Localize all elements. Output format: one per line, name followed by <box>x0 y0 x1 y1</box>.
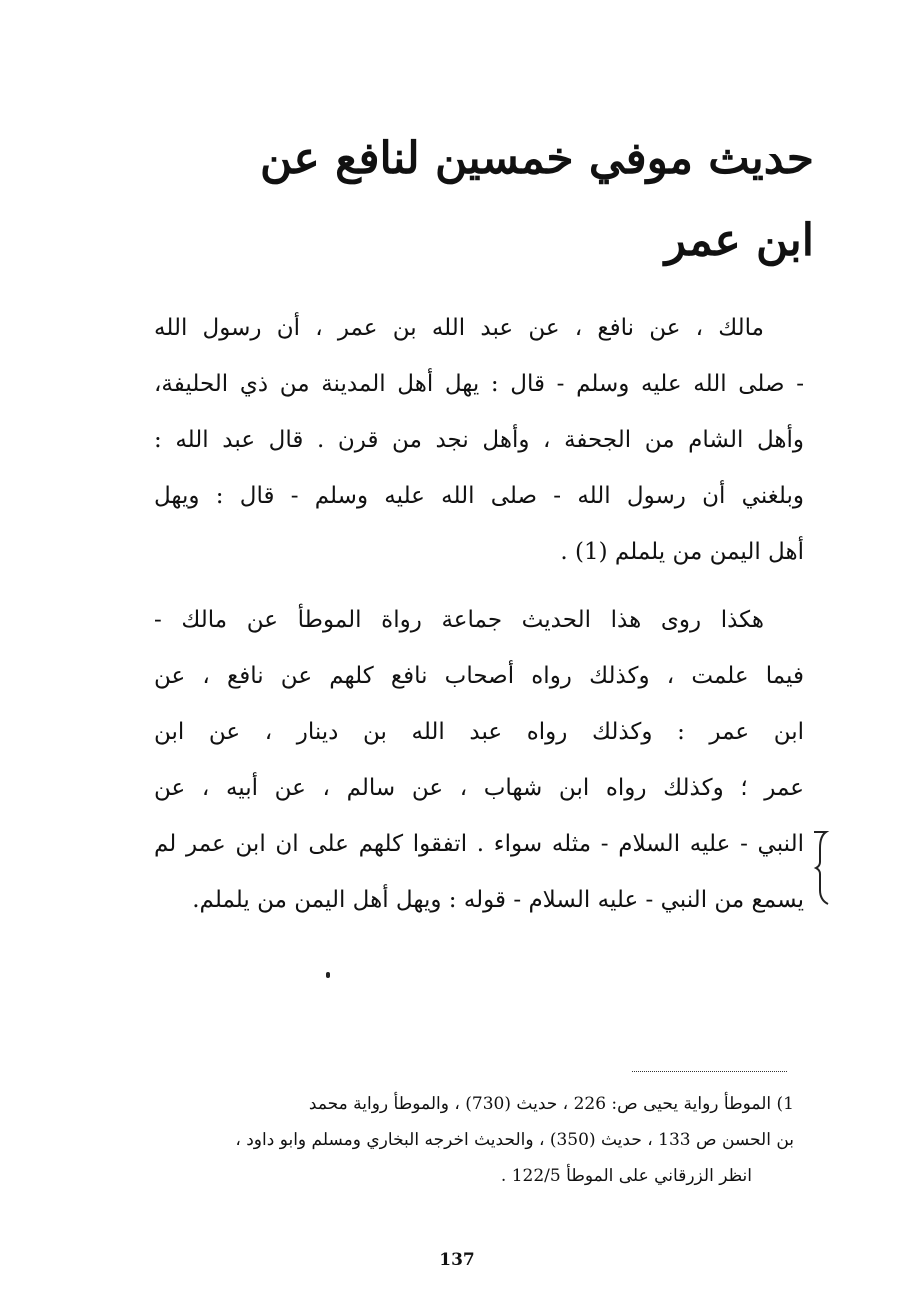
text-line: وأهل الشام من الجحفة ، وأهل نجد من قرن . قال عبد الله : <box>154 427 804 453</box>
text-line: النبي - عليه السلام - مثله سواء . اتفقوا كلهم على ان ابن عمر لم <box>154 831 804 857</box>
footnote-line: انظر الزرقاني على الموطأ 122/5 . <box>500 1166 752 1186</box>
footnote-separator <box>632 1071 787 1072</box>
title-line-1: حديث موفي خمسين لنافع عن <box>260 133 814 184</box>
text-line: وبلغني أن رسول الله - صلى الله عليه وسلم - قال : ويهل <box>154 483 804 509</box>
ink-speck <box>326 972 330 978</box>
text-line: ابن عمر : وكذلك رواه عبد الله بن دينار ، عن ابن <box>154 719 804 745</box>
text-line: مالك ، عن نافع ، عن عبد الله بن عمر ، أن رسول الله <box>154 315 764 341</box>
text-line: هكذا روى هذا الحديث جماعة رواة الموطأ عن مالك - <box>154 607 764 633</box>
margin-bracket-mark <box>812 826 834 906</box>
footnote-line: بن الحسن ص 133 ، حديث (350) ، والحديث اخرجه البخاري ومسلم وابو داود ، <box>235 1130 794 1150</box>
page-number: 137 <box>439 1250 475 1270</box>
hadith-paragraph <box>154 300 804 580</box>
text-line: - صلى الله عليه وسلم - قال : يهل أهل المدينة من ذي الحليفة، <box>154 371 804 397</box>
footnote <box>154 1086 794 1194</box>
text-line: يسمع من النبي - عليه السلام - قوله : ويهل أهل اليمن من يلملم. <box>192 887 804 913</box>
text-line: فيما علمت ، وكذلك رواه أصحاب نافع كلهم عن نافع ، عن <box>154 663 804 689</box>
title-line-2: ابن عمر <box>664 215 814 266</box>
chapter-title <box>174 118 814 282</box>
footnote-line: 1) الموطأ رواية يحيى ص: 226 ، حديث (730) ، والموطأ رواية محمد <box>308 1094 794 1114</box>
main-text <box>154 300 804 928</box>
commentary-paragraph <box>154 592 804 928</box>
text-line: عمر ؛ وكذلك رواه ابن شهاب ، عن سالم ، عن أبيه ، عن <box>154 775 804 801</box>
text-line: أهل اليمن من يلملم (1) . <box>560 539 804 565</box>
